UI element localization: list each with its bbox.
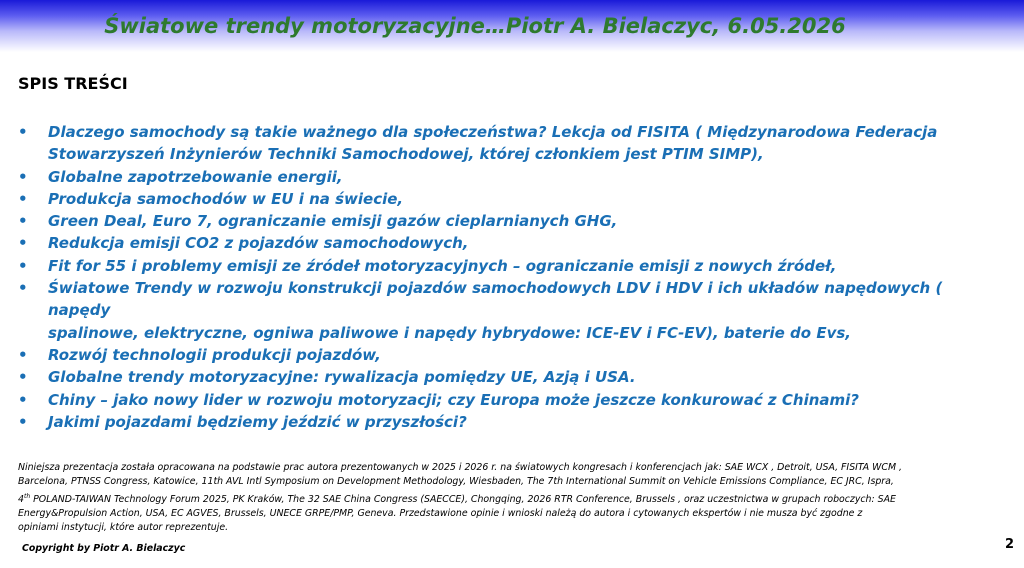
bullet-icon: • [18, 256, 28, 275]
toc-item [18, 255, 1008, 277]
toc-item [18, 344, 1008, 366]
toc-item [18, 277, 1008, 344]
toc-item [18, 166, 1008, 188]
bullet-icon: • [18, 412, 28, 431]
footnote-line: POLAND-TAIWAN Technology Forum 2025, PK Kraków, The 32 SAE China Congress (SAECCE), Chongqing, 2026 RTR Conference, Brussels , oraz uczestnictwa w grupach roboczych: SAE [30, 493, 896, 505]
footnote-superscript: th [23, 492, 31, 500]
footnote-line: opiniami instytucji, które autor reprezentuje. [18, 522, 229, 534]
toc-item-text: spalinowe, elektryczne, ogniwa paliwowe i napędy hybrydowe: ICE-EV i FC-EV), baterie do Evs, [48, 323, 851, 342]
footnote-line: Niniejsza prezentacja została opracowana na podstawie prac autora prezentowanych w 2025 i 2026 r. na światowych kongresach i konferencjach jak: SAE WCX , Detroit, USA, FISITA WCM , [18, 462, 903, 473]
toc-item [18, 411, 1008, 433]
toc-item [18, 366, 1008, 388]
toc-item-text: Chiny – jako nowy lider w rozwoju motoryzacji; czy Europa może jeszcze konkurować z Chinami? [48, 390, 859, 409]
toc-item [18, 232, 1008, 254]
toc-item-text: Globalne trendy motoryzacyjne: rywalizacja pomiędzy UE, Azją i USA. [48, 368, 636, 387]
bullet-icon: • [18, 368, 28, 387]
toc-item [18, 121, 1008, 166]
footnote-line: 4 [18, 493, 24, 505]
bullet-icon: • [18, 167, 28, 186]
table-of-contents [18, 121, 1008, 433]
toc-item-text: Redukcja emisji CO2 z pojazdów samochodowych, [48, 234, 469, 253]
page-number: 2 [1005, 537, 1015, 552]
section-heading: SPIS TREŚCI [18, 74, 128, 93]
toc-item-text: Green Deal, Euro 7, ograniczanie emisji gazów cieplarnianych GHG, [48, 212, 618, 231]
toc-item-text: Rozwój technologii produkcji pojazdów, [48, 345, 381, 364]
bullet-icon: • [18, 123, 28, 141]
toc-item-text: Fit for 55 i problemy emisji ze źródeł motoryzacyjnych – ograniczanie emisji z nowych źródeł, [48, 256, 837, 275]
toc-item [18, 389, 1008, 411]
toc-item-text: Jakimi pojazdami będziemy jeździć w przyszłości? [48, 412, 467, 431]
bullet-icon: • [18, 345, 28, 364]
toc-item-text: Globalne zapotrzebowanie energii, [48, 167, 343, 186]
slide-title: Światowe trendy motoryzacyjne…Piotr A. Bielaczyc, 6.05.2026 [104, 14, 846, 38]
toc-item [18, 210, 1008, 232]
toc-item-text: Stowarzyszeń Inżynierów Techniki Samochodowej, której członkiem jest PTIM SIMP), [48, 145, 764, 164]
bullet-icon: • [18, 234, 28, 253]
toc-item-text: Światowe Trendy w rozwoju konstrukcji pojazdów samochodowych LDV i HDV i ich układów napędowych ( napędy [48, 279, 943, 320]
toc-item [18, 188, 1008, 210]
bullet-icon: • [18, 390, 28, 409]
footnote [18, 461, 993, 536]
toc-item-text: Dlaczego samochody są takie ważnego dla społeczeństwa? Lekcja od FISITA ( Międzynarodowa Federacja [48, 123, 938, 141]
copyright-notice: Copyright by Piotr A. Bielaczyc [22, 543, 186, 554]
header-banner [0, 0, 1024, 52]
bullet-icon: • [18, 212, 28, 231]
bullet-icon: • [18, 189, 28, 208]
bullet-icon: • [18, 279, 28, 298]
toc-item-text: Produkcja samochodów w EU i na świecie, [48, 189, 404, 208]
footnote-line: Barcelona, PTNSS Congress, Katowice, 11th AVL Intl Symposium on Development Methodology, Wiesbaden, The 7th International Summit on Vehicle Emissions Compliance, EC JRC, Ispra, [18, 476, 894, 488]
footnote-line: Energy&Propulsion Action, USA, EC AGVES, Brussels, UNECE GRPE/PMP, Geneva. Przedstawione opinie i wnioski należą do autora i cytowanych ekspertów i nie musza być zgodne z [18, 508, 863, 520]
